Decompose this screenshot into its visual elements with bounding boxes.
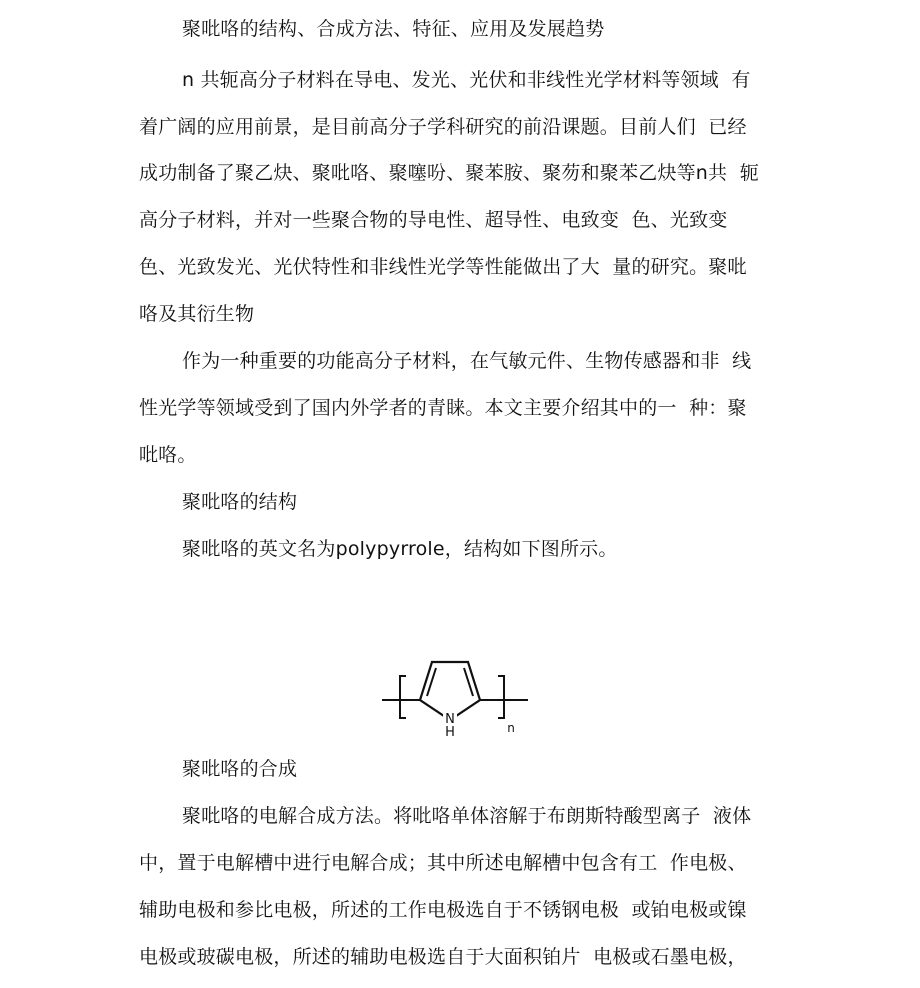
paragraph-line: 成功制备了聚乙炔、聚吡咯、聚噻吩、聚苯胺、聚芴和聚苯乙炔等n共 轭 [139,162,759,184]
repeat-subscript-n: n [507,721,515,735]
paragraph-line: 中，置于电解槽中进行电解合成；其中所述电解槽中包含有工 作电极、 [139,852,747,874]
paragraph-line: 高分子材料，并对一些聚合物的导电性、超导性、电致变 色、光致变 [139,209,728,231]
right-bracket [498,676,504,718]
paragraph-line: n 共轭高分子材料在导电、发光、光伏和非线性光学材料等领域 有 [182,69,751,91]
atom-n-label: N [445,712,455,727]
polypyrrole-structure-figure [380,640,530,740]
paragraph-line: 辅助电极和参比电极，所述的工作电极选自于不锈钢电极 或铂电极或镍 [139,899,747,921]
left-bracket [400,676,406,718]
paragraph-line: 吡咯。 [139,444,197,466]
paragraph-line: 性光学等领域受到了国内外学者的青睐。本文主要介绍其中的一 种：聚 [139,397,747,419]
document-title: 聚吡咯的结构、合成方法、特征、应用及发展趋势 [182,18,605,40]
paragraph-line: 咯及其衍生物 [139,303,255,325]
polypyrrole-structure-svg [380,640,530,740]
structure-sentence: 聚吡咯的英文名为polypyrrole，结构如下图所示。 [182,538,618,560]
atom-h-label: H [445,725,455,740]
paragraph-line: 色、光致发光、光伏特性和非线性光学等性能做出了大 量的研究。聚吡 [139,256,747,278]
paragraph-line: 着广阔的应用前景，是目前高分子学科研究的前沿课题。目前人们 已经 [139,116,747,138]
section-heading-synthesis: 聚吡咯的合成 [182,758,298,780]
paragraph-line: 作为一种重要的功能高分子材料，在气敏元件、生物传感器和非 线 [182,350,752,372]
section-heading-structure: 聚吡咯的结构 [182,491,298,513]
paragraph-line: 电极或玻碳电极，所述的辅助电极选自于大面积铂片 电极或石墨电极， [139,946,747,968]
paragraph-line: 聚吡咯的电解合成方法。将吡咯单体溶解于布朗斯特酸型离子 液体 [182,805,752,827]
